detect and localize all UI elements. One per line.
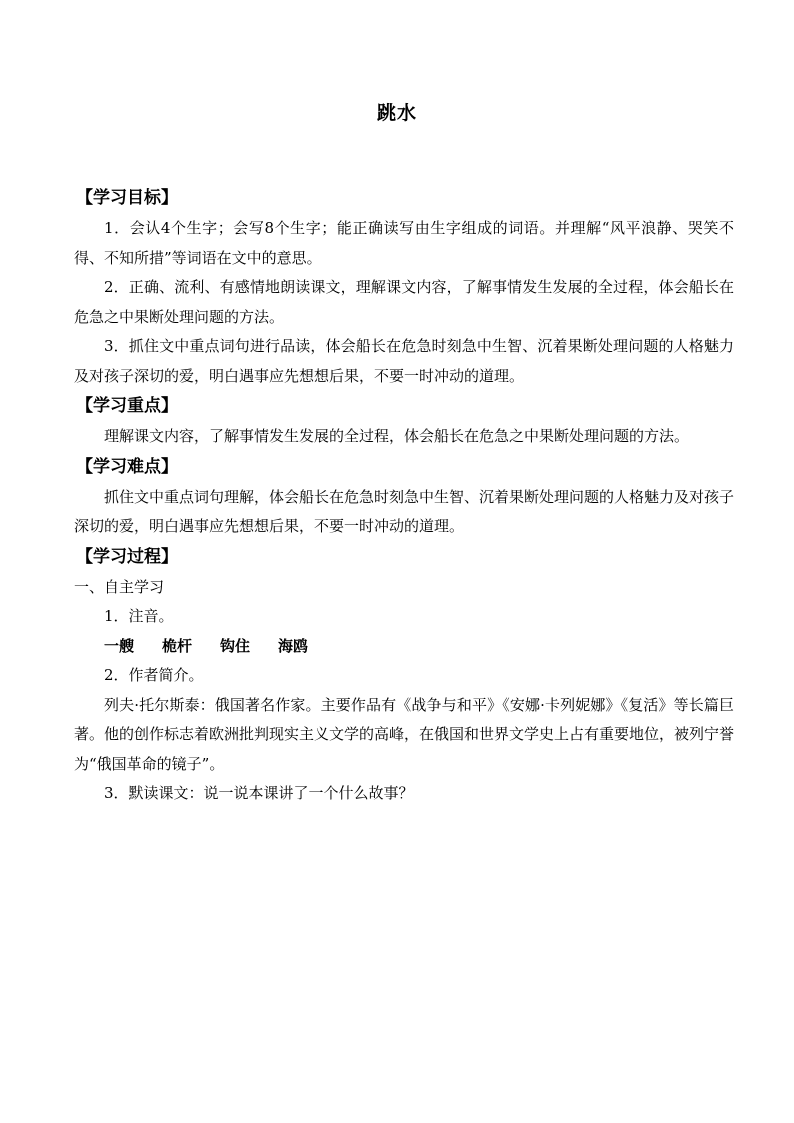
section-heading-goals: 【学习目标】 — [76, 188, 178, 208]
process-step-2: 2．作者简介。 — [104, 666, 204, 684]
vocab-word: 钩住 — [220, 636, 251, 655]
process-part-1: 一、自主学习 — [74, 577, 165, 596]
vocab-word: 海鸥 — [278, 636, 309, 655]
section-heading-difficulties: 【学习难点】 — [76, 456, 178, 477]
vocab-word: 一艘 — [104, 636, 135, 655]
vocab-word: 桅杆 — [162, 636, 193, 655]
author-intro: 列夫·托尔斯泰：俄国著名作家。主要作品有《战争与和平》《安娜·卡列妮娜》《复活》等长篇巨著。他的创作标志着欧洲批判现实主义文学的高峰，在俄国和世界文学史上占有重要地位，被列宁誉为“俄国革命的镜子”。 — [74, 695, 735, 773]
difficulties-text: 抓住文中重点词句理解，体会船长在危急时刻急中生智、沉着果断处理问题的人格魅力及对孩子深切的爱，明白遇事应先想想后果，不要一时冲动的道理。 — [74, 487, 735, 535]
section-heading-key-points: 【学习重点】 — [76, 396, 178, 416]
document-body — [74, 183, 734, 809]
goal-item-2: 2．正确、流利、有感情地朗读课文，理解课文内容，了解事情发生发展的全过程，体会船长在危急之中果断处理问题的方法。 — [74, 278, 734, 326]
goal-item-3: 3．抓住文中重点词句进行品读，体会船长在危急时刻急中生智、沉着果断处理问题的人格魅力及对孩子深切的爱，明白遇事应先想想后果，不要一时冲动的道理。 — [74, 337, 734, 385]
key-points-text: 理解课文内容，了解事情发生发展的全过程，体会船长在危急之中果断处理问题的方法。 — [104, 427, 690, 445]
process-step-3: 3．默读课文：说一说本课讲了一个什么故事？ — [104, 784, 414, 802]
vocab-list — [74, 632, 734, 662]
section-heading-process: 【学习过程】 — [76, 546, 178, 567]
goal-item-1: 1．会认4个生字；会写8个生字；能正确读写由生字组成的词语。并理解“风平浪静、哭笑不得、不知所措”等词语在文中的意思。 — [74, 219, 734, 267]
document-title: 跳水 — [376, 102, 417, 124]
process-step-1: 1．注音。 — [104, 607, 174, 625]
